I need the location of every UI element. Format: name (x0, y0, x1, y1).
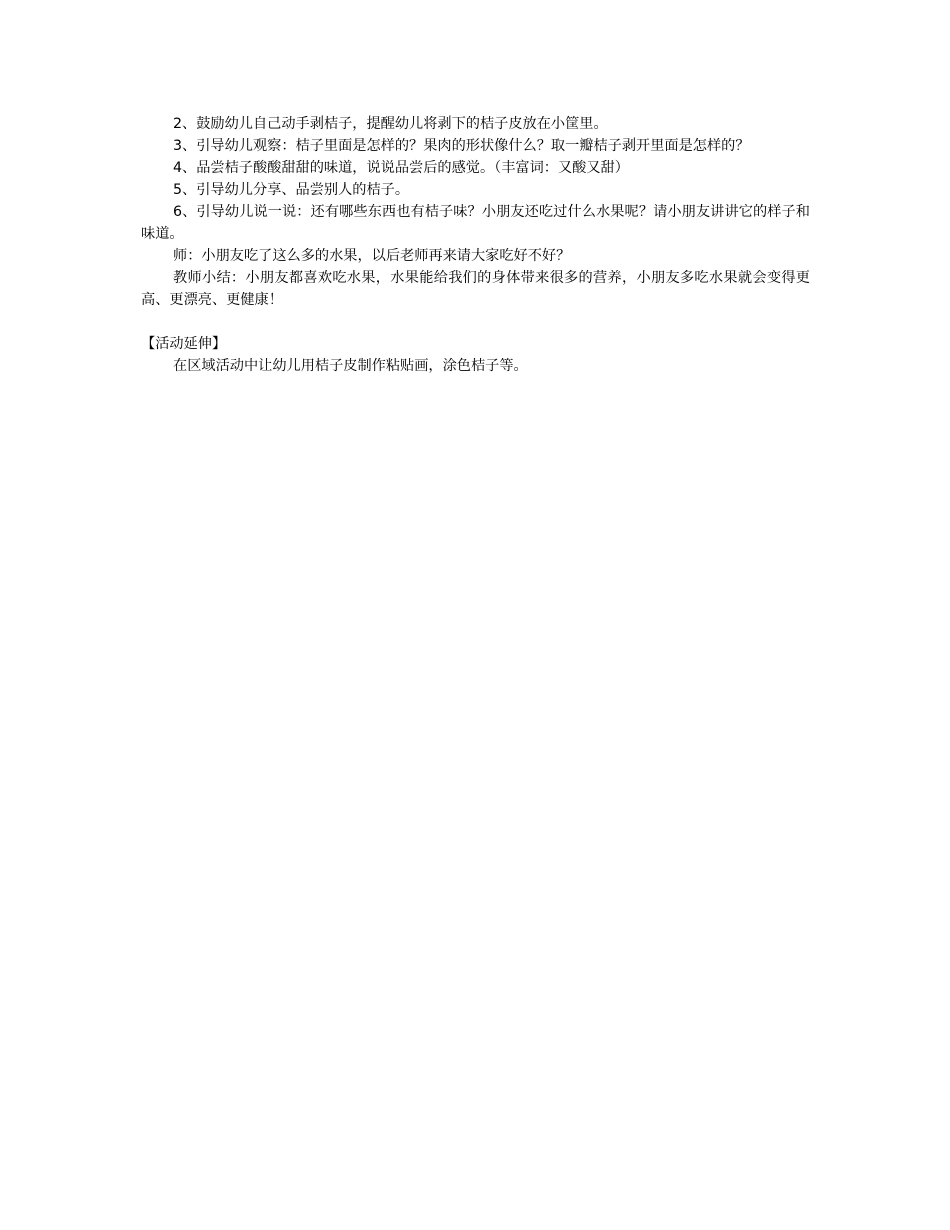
step-6-paragraph: 6、引导幼儿说一说：还有哪些东西也有桔子味？小朋友还吃过什么水果呢？请小朋友讲讲它的样子和味道。 (141, 204, 810, 242)
step-3-paragraph: 3、引导幼儿观察：桔子里面是怎样的？果肉的形状像什么？取一瓣桔子剥开里面是怎样的？ (173, 138, 750, 154)
teacher-summary-paragraph: 教师小结：小朋友都喜欢吃水果，水果能给我们的身体带来很多的营养，小朋友多吃水果就会变得更高、更漂亮、更健康！ (141, 270, 810, 308)
step-4-paragraph: 4、品尝桔子酸酸甜甜的味道，说说品尝后的感觉。（丰富词：又酸又甜） (173, 160, 629, 176)
extension-paragraph: 在区域活动中让幼儿用桔子皮制作粘贴画，涂色桔子等。 (173, 358, 528, 374)
step-5-paragraph: 5、引导幼儿分享、品尝别人的桔子。 (173, 182, 410, 198)
step-2-paragraph: 2、鼓励幼儿自己动手剥桔子，提醒幼儿将剥下的桔子皮放在小筐里。 (173, 116, 608, 132)
document-body (141, 113, 810, 377)
extension-heading: 【活动延伸】 (141, 336, 227, 352)
teacher-question-paragraph: 师：小朋友吃了这么多的水果，以后老师再来请大家吃好不好？ (173, 248, 571, 264)
